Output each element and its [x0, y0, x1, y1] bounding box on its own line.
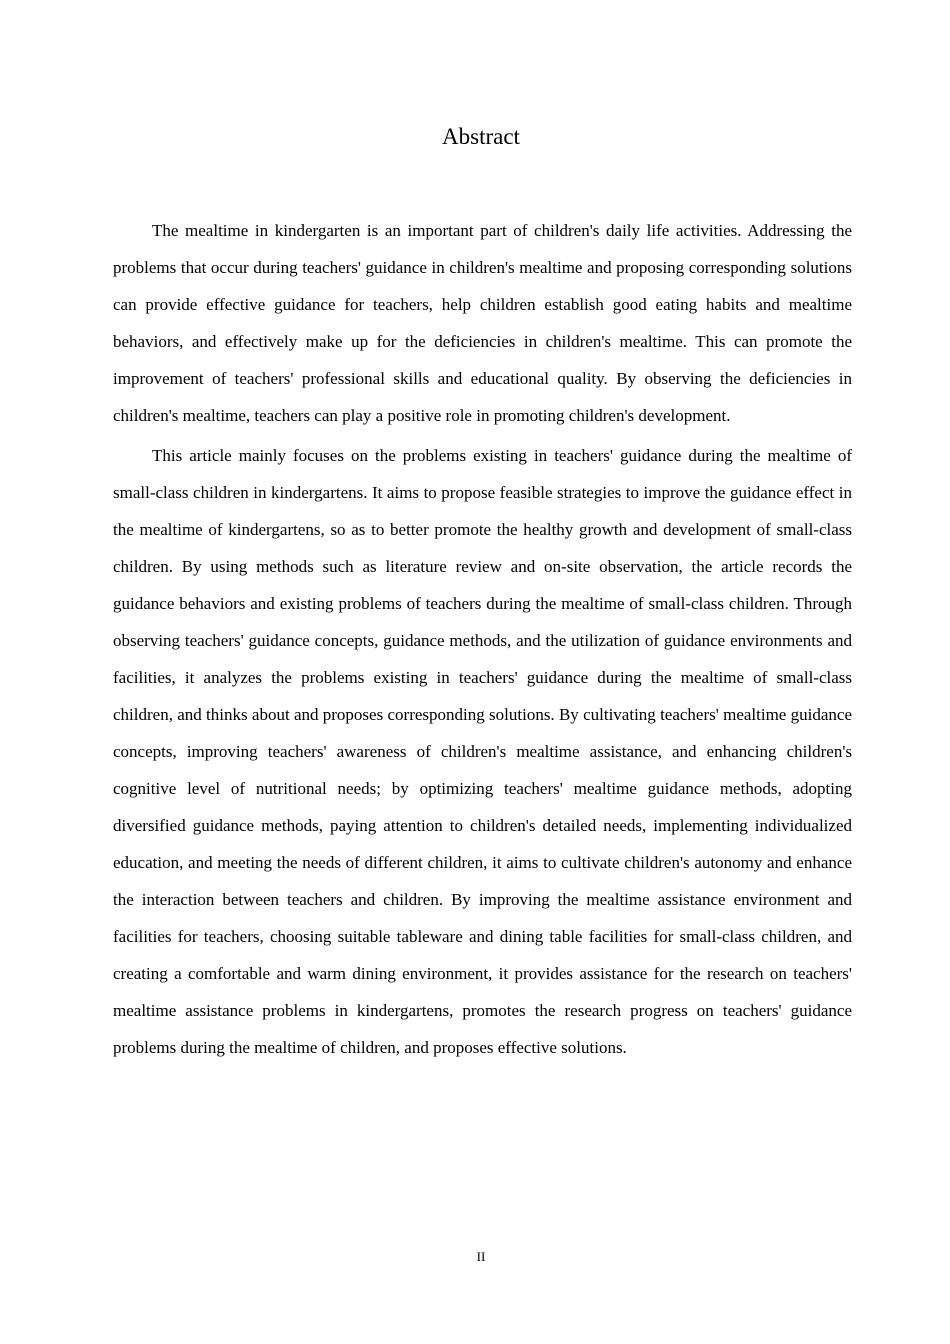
- page-title: Abstract: [442, 124, 520, 149]
- abstract-body: [113, 212, 852, 1066]
- abstract-paragraph-1: The mealtime in kindergarten is an important part of children's daily life activities. Addressing the problems that occur during teachers' guidance in children's mealtime and proposing corresponding solutions can provide effective guidance for teachers, help children establish good eating habits and mealtime behaviors, and effectively make up for the deficiencies in children's mealtime. This can promote the improvement of teachers' professional skills and educational quality. By observing the deficiencies in children's mealtime, teachers can play a positive role in promoting children's development.: [113, 221, 852, 425]
- abstract-paragraph-2: This article mainly focuses on the problems existing in teachers' guidance during the mealtime of small-class children in kindergartens. It aims to propose feasible strategies to improve the guidance effect in the mealtime of kindergartens, so as to better promote the healthy growth and development of small-class children. By using methods such as literature review and on-site observation, the article records the guidance behaviors and existing problems of teachers during the mealtime of small-class children. Through observing teachers' guidance concepts, guidance methods, and the utilization of guidance environments and facilities, it analyzes the problems existing in teachers' guidance during the mealtime of small-class children, and thinks about and proposes corresponding solutions. By cultivating teachers' mealtime guidance concepts, improving teachers' awareness of children's mealtime assistance, and enhancing children's cognitive level of nutritional needs; by optimizing teachers' mealtime guidance methods, adopting diversified guidance methods, paying attention to children's detailed needs, implementing individualized education, and meeting the needs of different children, it aims to cultivate children's autonomy and enhance the interaction between teachers and children. By improving the mealtime assistance environment and facilities for teachers, choosing suitable tableware and dining table facilities for small-class children, and creating a comfortable and warm dining environment, it provides assistance for the research on teachers' mealtime assistance problems in kindergartens, promotes the research progress on teachers' guidance problems during the mealtime of children, and proposes effective solutions.: [113, 446, 852, 1057]
- page-number: II: [476, 1249, 486, 1264]
